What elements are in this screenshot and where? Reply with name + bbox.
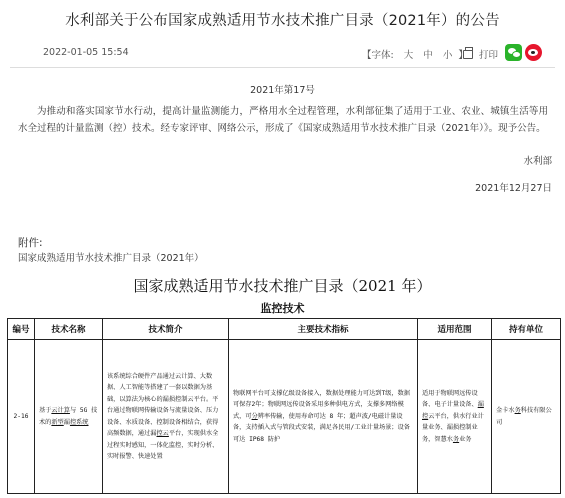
announcement-body: 为推动和落实国家节水行动，提高计量监测能力，严格用水全过程管理，水利部征集了适用于工业、农业、城镇生活等用水全过程的计量监测（控）技术。经专家评审、网络公示，形成了《国家成熟适用节水技术推广目录（2021年）》。现予公告。 <box>18 106 548 134</box>
attachment-link[interactable]: 国家成熟适用节水技术推广目录（2021年） <box>18 253 204 264</box>
section-title: 监控技术 <box>260 302 305 315</box>
font-size-control <box>362 47 471 61</box>
header-tech-specs: 主要技术指标 <box>229 319 418 340</box>
weibo-share-icon[interactable] <box>525 44 542 61</box>
table-header-row <box>8 319 561 340</box>
cell-holder: 金卡水务科技有限公司 <box>492 340 561 494</box>
catalog-title: 国家成熟适用节水技术推广目录（2021 年） <box>133 277 432 295</box>
printer-icon <box>463 50 473 59</box>
article-title: 水利部关于公布国家成熟适用节水技术推广目录（2021年）的公告 <box>65 13 500 29</box>
print-label: 打印 <box>479 50 499 61</box>
cell-scope: 适用于物联网远传设备、电子计量设备、漏控云平台，供水行业计量业务、漏损控制业务，智慧水务业务 <box>418 340 492 494</box>
font-size-small[interactable]: 小 <box>442 50 453 61</box>
catalog-table <box>7 318 561 494</box>
font-size-medium[interactable]: 中 <box>423 50 433 61</box>
header-scope: 适用范围 <box>418 319 492 340</box>
wechat-share-icon[interactable] <box>505 44 522 61</box>
font-size-close: 】 <box>458 50 468 61</box>
table-row <box>8 340 561 494</box>
header-number: 编号 <box>8 319 35 340</box>
publish-date: 2022-01-05 15:54 <box>43 47 129 58</box>
header-tech-name: 技术名称 <box>35 319 103 340</box>
attachment-label: 附件: <box>18 237 43 249</box>
document-number: 2021年第17号 <box>250 85 315 96</box>
font-size-large[interactable]: 大 <box>403 50 414 61</box>
header-tech-intro: 技术简介 <box>103 319 229 340</box>
cell-tech-name: 基于云计算与 5G 技术的新型漏控系统 <box>35 340 103 494</box>
signing-date: 2021年12月27日 <box>475 183 552 194</box>
header-divider <box>10 67 555 68</box>
font-size-label: 【字体: <box>362 50 394 61</box>
meta-bar <box>0 45 565 61</box>
cell-tech-specs: 物联网平台可支撑亿级设备接入，数据处理能力可达到T级，数据可保存2年；物联网远传设备采用多种供电方式，支撑多网络模式，可分辨率传输，使用寿命可达 8 年；超声波/电磁计量设备，支持插入式与管段式安装，满足各民用/工业计量场景；设备可达 IP68 防护 <box>229 340 418 494</box>
cell-number: 2-16 <box>8 340 35 494</box>
cell-tech-intro: 该系统综合硬件产品通过云计算、大数据、人工智能等搭建了一套以数据为基础，以算法为核心的漏损控制云平台。平台通过物联网传输设备与流量设备、压力设备、水质设备、控制设备相结合，获得高频数据，通过漏控云平台，实现供水全过程实时感知，一体化监控，实时分析、实时报警、快速处置 <box>103 340 229 494</box>
print-button[interactable] <box>463 47 498 61</box>
header-holder: 持有单位 <box>492 319 561 340</box>
signer: 水利部 <box>523 156 552 167</box>
